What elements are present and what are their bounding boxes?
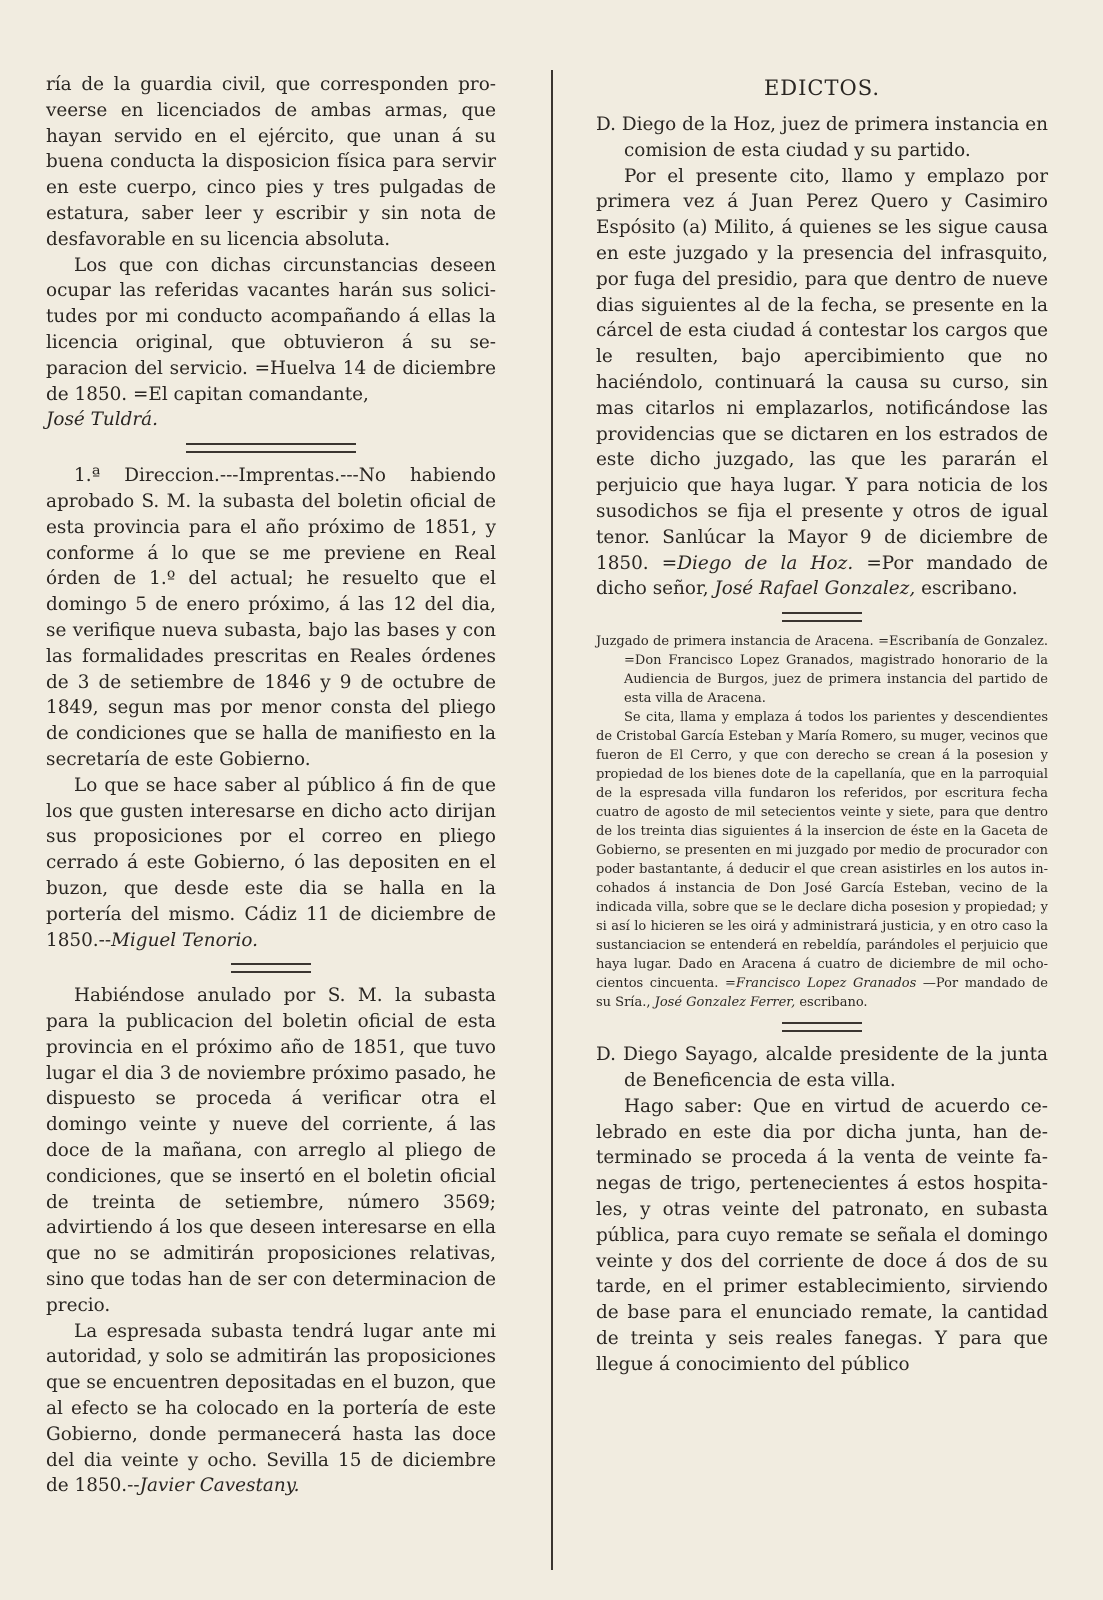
edict-aracena xyxy=(596,632,1048,1012)
edict-beneficencia xyxy=(596,1042,1048,1377)
right-column xyxy=(596,72,1048,1378)
notice-guardia-civil xyxy=(46,72,496,433)
signature: José Gonzalez Ferrer, xyxy=(654,995,796,1011)
edict-intro: D. Diego Sayago, alcalde presidente de la junta de Beneficencia de esta villa. xyxy=(596,1044,1048,1091)
edict-body: Hago saber: Que en virtud de acuerdo celebrado en este dia por dicha junta, han determinado se proceda á la venta de veinte fanegas de trigo, pertenecientes á estos hospitales, y otras veinte del patronato, en subasta pública, para cuyo remate se señala el domingo veinte y dos del corriente de doce á dos de su tarde, en el primer establecimiento, sirviendo de base para el enunciado remate, la cantidad de treinta y seis reales fanegas. Y para que llegue á conocimiento del público xyxy=(596,1095,1048,1375)
paragraph: 1.ª Direccion.---Imprentas.---No habiendo aprobado S. M. la subasta del boletin oficial de esta provincia para el año próximo de 1851, y conforme á lo que se me previene en Real órden de 1.º del actual; he resuelto que el domingo 5 de enero próximo, á las 12 del dia, se verifique nueva subasta, bajo las bases y con las formalidades prescritas en Reales órdenes de 3 de setiembre de 1846 y 9 de octubre de 1849, segun mas por menor consta del pliego de condiciones que se halla de manifiesto en la secretaría de este Gobierno. xyxy=(46,465,496,770)
edict-sanlucar xyxy=(596,112,1048,602)
separator-rule xyxy=(782,1022,862,1032)
notice-subasta-cadiz xyxy=(46,463,496,953)
edict-body: Por el presente cito, llamo y emplazo por primera vez á Juan Perez Quero y Casimiro Espósito (a) Milito, á quienes se les sigue causa en este juzgado y la presencia del infrasquito, por fuga del presidio, para que dentro de nueve dias siguientes al de la fecha, se presente en la cárcel de esta ciudad á contestar los cargos que le resulten, bajo apercibimiento que no haciéndolo, continuará la causa su curso, sin mas citarlos ni emplazarlos, notificándose las providencias que se dictaren en los estrados de este dicho juzgado, las que les pararán el perjuicio que haya lugar. Y para noticia de los susodichos se fija el presente y otros de igual tenor. Sanlúcar la Mayor 9 de diciembre de 1850. =Diego de la Hoz. =Por mandado de dicho señor, José Rafael Gonzalez, escribano. xyxy=(596,165,1048,600)
signature: Diego de la Hoz. xyxy=(677,552,854,574)
paragraph: ría de la guardia civil, que corresponden proveerse en licenciados de ambas armas, que hayan servido en el ejército, que unan á su buena conducta la disposicion física para servir en este cuerpo, cinco pies y tres pulgadas de estatura, saber leer y escribir y sin nota de desfavorable en su licencia absoluta. xyxy=(46,74,496,250)
signature: Francisco Lopez Granados xyxy=(735,976,917,992)
notice-subasta-sevilla xyxy=(46,983,496,1499)
paragraph: La espresada subasta tendrá lugar ante mi autoridad, y solo se admitirán las proposiciones que se encuentren depositadas en el buzon, que al efecto se ha colocado en la portería de este Gobierno, donde permanecerá hasta las doce del dia veinte y ocho. Sevilla 15 de diciembre de 1850.--Javier Cavestany. xyxy=(46,1320,496,1497)
separator-rule xyxy=(186,443,356,453)
edict-body: Se cita, llama y emplaza á todos los parientes y descendientes de Cristobal García Esteban y María Romero, su muger, vecinos que fueron de El Cerro, y que con derecho se crean á la posesion y propiedad de los bienes dote de la capellanía, que en la parroquial de la espresada villa fundaron los referidos, por escritura fecha cuatro de agosto de mil setecientos veinte y siete, para que dentro de los treinta dias siguientes á la insercion de éste en la Gaceta de Gobierno, se presenten en mi juzgado por medio de procurador con poder bastantante, á deducir el que crean asistirles en los autos incohados á instancia de Don José García Esteban, vecino de la indicada villa, sobre que se le declare dicha posesion y propiedad; y si así lo hicieren se les oirá y administrará justicia, y en otro caso la sustanciacion se entenderá en rebeldía, parándoles el perjuicio que haya lugar. Dado en Aracena á cuatro de diciembre de mil ochocientos cincuenta. =Francisco Lopez Granados —Por mandado de su Sría., José Gonzalez Ferrer, escribano. xyxy=(596,710,1048,1011)
paragraph: Los que con dichas circunstancias deseen ocupar las referidas vacantes harán sus solicitudes por mi conducto acompañando á ellas la licencia original, que obtuvieron á su separacion del servicio. =Huelva 14 de diciembre de 1850. =El capitan comandante, José Tuldrá. xyxy=(46,254,496,431)
paragraph: Lo que se hace saber al público á fin de que los que gusten interesarse en dicho acto dirijan sus proposiciones por el correo en pliego cerrado á este Gobierno, ó las depositen en el buzon, que desde este dia se halla en la portería del mismo. Cádiz 11 de diciembre de 1850.--Miguel Tenorio. xyxy=(46,774,496,951)
left-column xyxy=(46,72,496,1499)
signature: Javier Cavestany. xyxy=(139,1475,300,1497)
separator-rule xyxy=(782,612,862,622)
paragraph: Habiéndose anulado por S. M. la subasta para la publicacion del boletin oficial de esta provincia en el próximo año de 1851, que tuvo lugar el dia 3 de noviembre próximo pasado, he dispuesto se proceda á verificar otra el domingo veinte y nueve del corriente, á las doce de la mañana, con arreglo al pliego de condiciones, que se insertó en el boletin oficial de treinta de setiembre, número 3569; advirtiendo á los que deseen interesarse en ella que no se admitirán proposiciones relativas, sino que todas han de ser con determinacion de precio. xyxy=(46,985,496,1316)
signature: José Rafael Gonzalez, xyxy=(714,578,916,600)
separator-rule xyxy=(231,963,311,973)
signature: José Tuldrá. xyxy=(46,409,158,431)
edict-intro: D. Diego de la Hoz, juez de primera instancia en comision de esta ciudad y su partido. xyxy=(596,114,1048,161)
section-heading: EDICTOS. xyxy=(763,76,881,100)
column-divider xyxy=(551,70,553,1570)
edict-intro: Juzgado de primera instancia de Aracena. =Escribanía de Gonzalez. =Don Francisco Lopez Granados, magistrado honorario de la Audiencia de Burgos, juez de primera instancia del partido de esta villa de Aracena. xyxy=(596,634,1048,707)
signature: Miguel Tenorio. xyxy=(111,929,258,951)
